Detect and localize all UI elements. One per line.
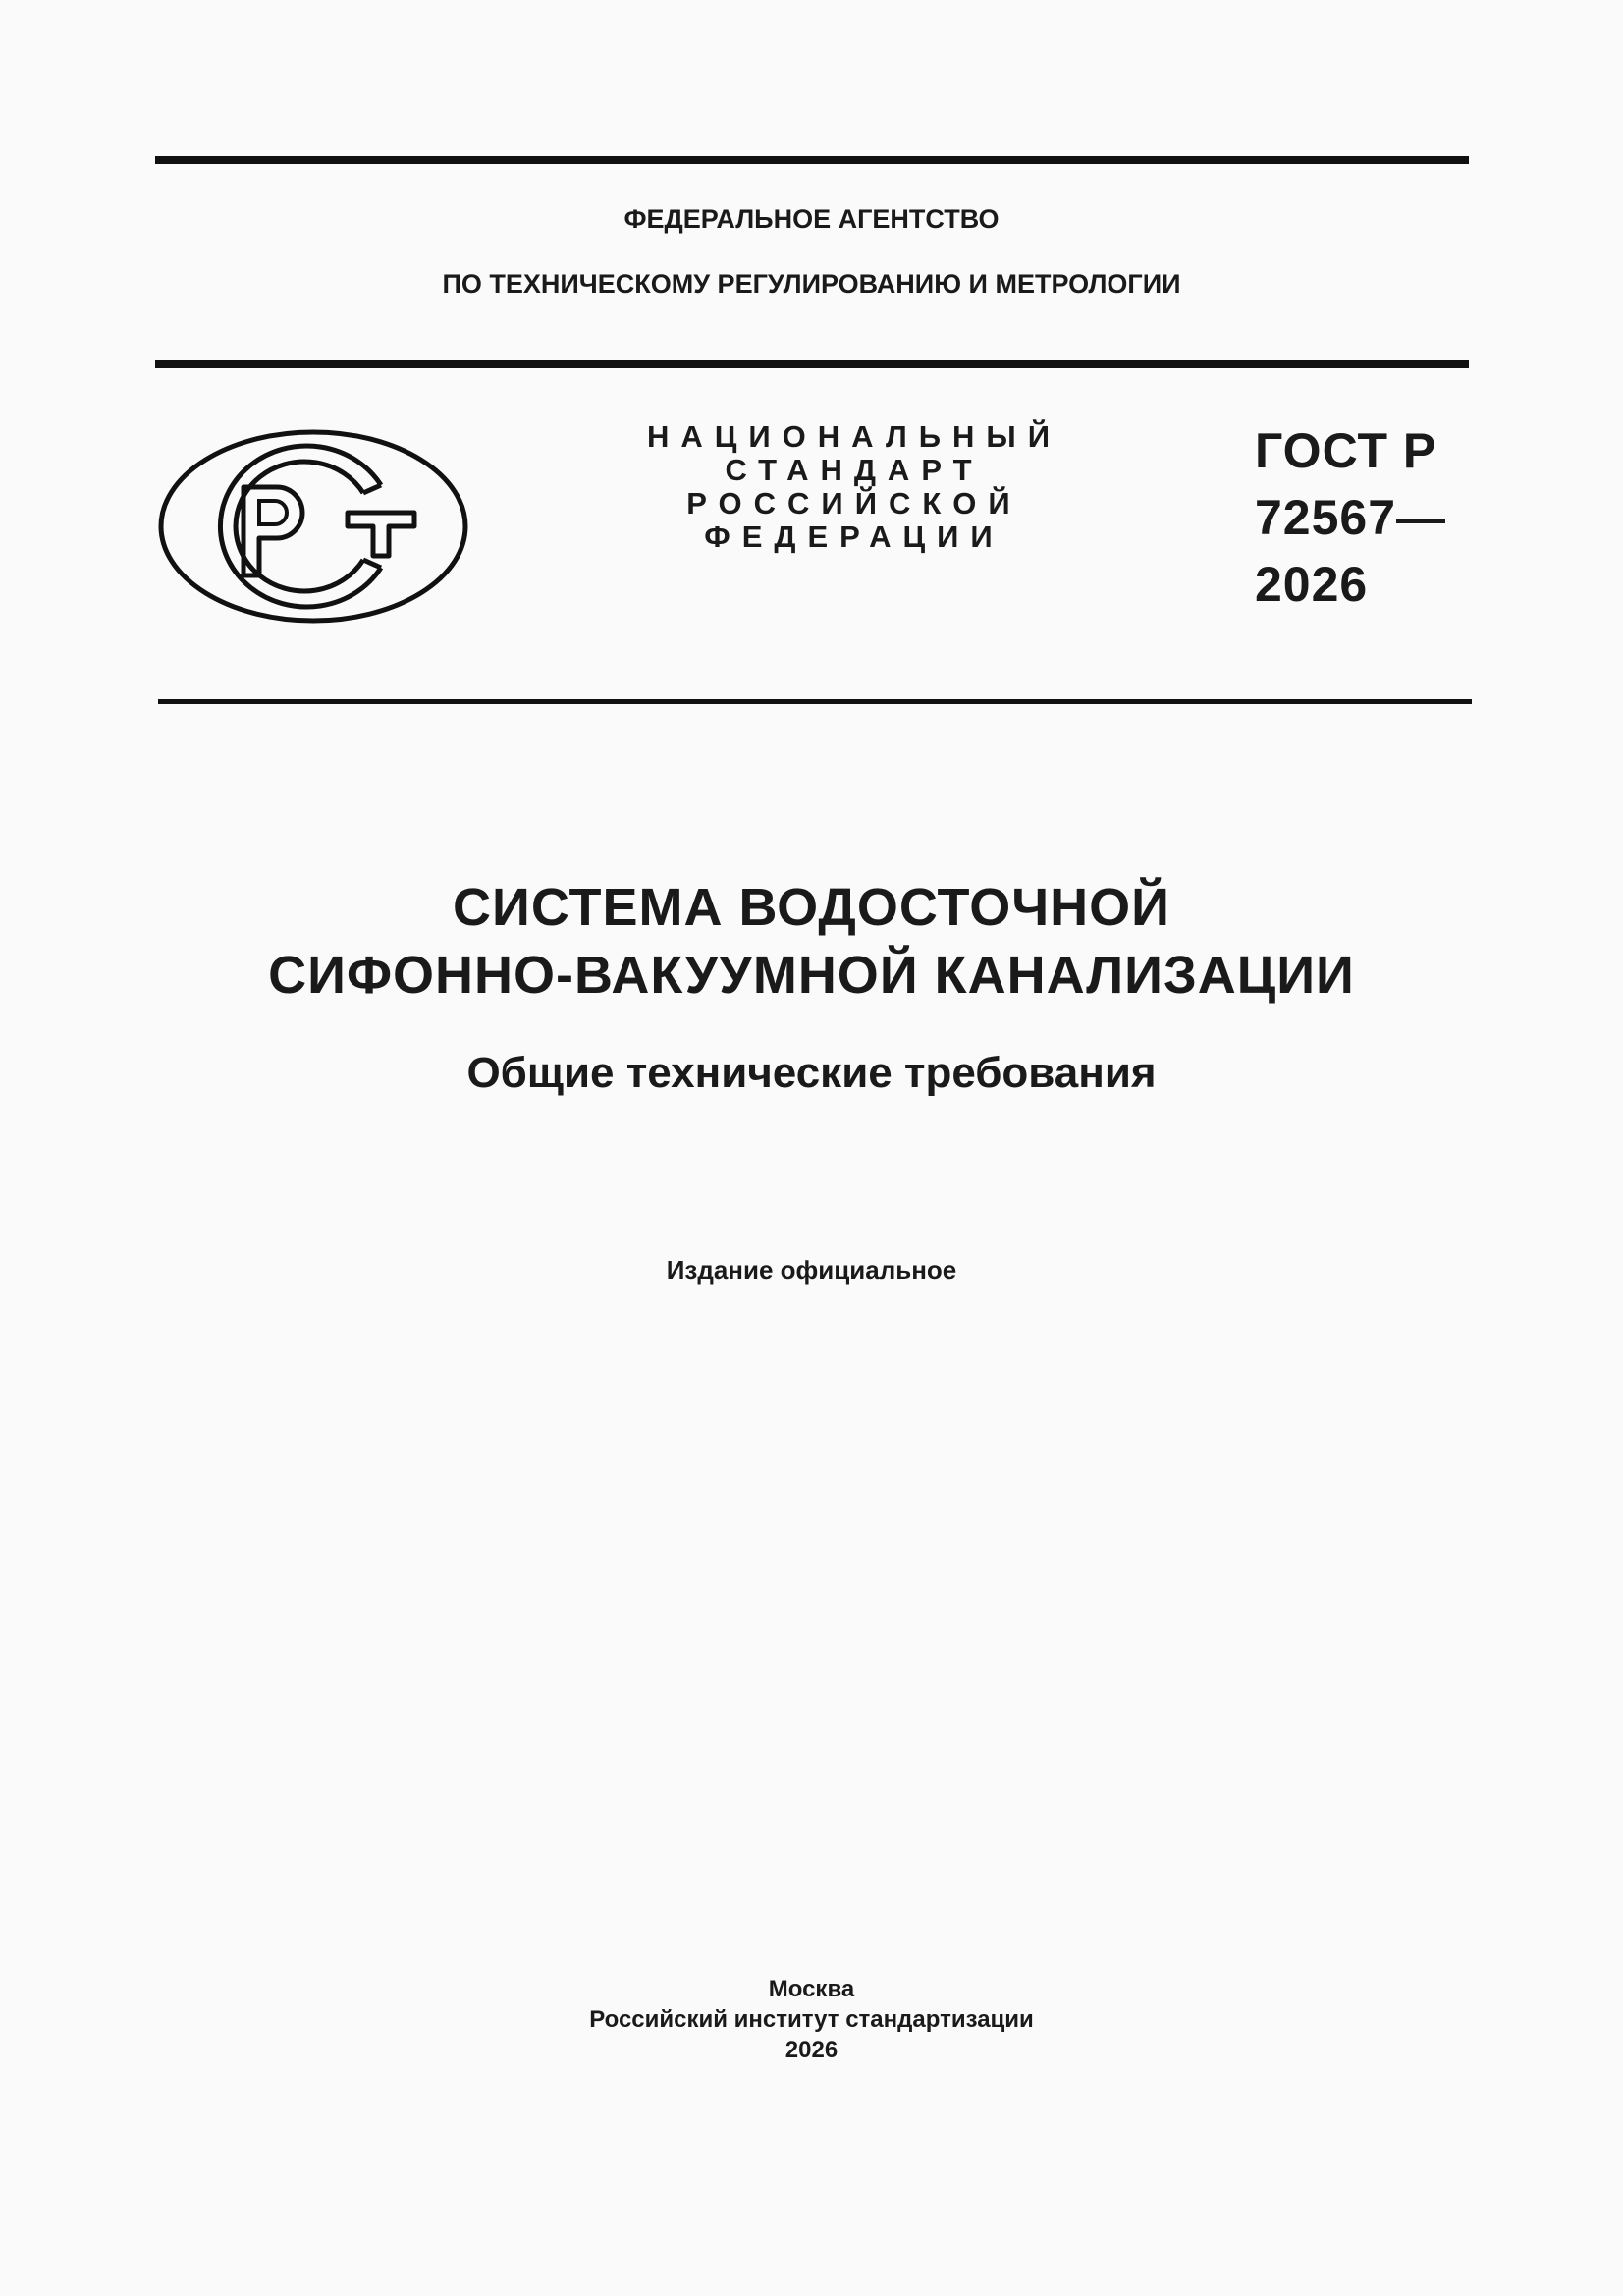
- document-subtitle: Общие технические требования: [466, 1049, 1157, 1097]
- agency-name-line-1: ФЕДЕРАЛЬНОЕ АГЕНТСТВО: [623, 204, 1000, 234]
- gost-number: 72567—: [1255, 490, 1447, 545]
- document-title-line-2: СИФОННО-ВАКУУМНОЙ КАНАЛИЗАЦИИ: [268, 946, 1355, 1005]
- standard-line-national: НАЦИОНАЛЬНЫЙ: [646, 419, 1062, 454]
- standard-line-standard: СТАНДАРТ: [725, 453, 984, 487]
- gost-prefix: ГОСТ Р: [1255, 423, 1437, 478]
- imprint-year: 2026: [784, 2037, 839, 2063]
- imprint-publisher: Российский институт стандартизации: [589, 2006, 1034, 2033]
- header-bottom-rule: [158, 699, 1472, 704]
- standard-type-block: [628, 420, 1080, 554]
- rst-mark-icon: [157, 428, 469, 625]
- agency-bottom-rule: [155, 360, 1469, 368]
- gost-designation: [1255, 417, 1446, 618]
- document-title-line-1: СИСТЕМА ВОДОСТОЧНОЙ: [453, 878, 1170, 937]
- standard-line-federation: ФЕДЕРАЦИИ: [704, 519, 1004, 554]
- agency-name-line-2: ПО ТЕХНИЧЕСКОМУ РЕГУЛИРОВАНИЮ И МЕТРОЛОГИИ: [442, 269, 1181, 299]
- edition-note: Издание официальное: [666, 1255, 957, 1285]
- top-rule: [155, 156, 1469, 164]
- standard-line-russian: РОССИЙСКОЙ: [686, 486, 1022, 520]
- gost-year: 2026: [1255, 557, 1369, 612]
- imprint-city: Москва: [768, 1976, 855, 2002]
